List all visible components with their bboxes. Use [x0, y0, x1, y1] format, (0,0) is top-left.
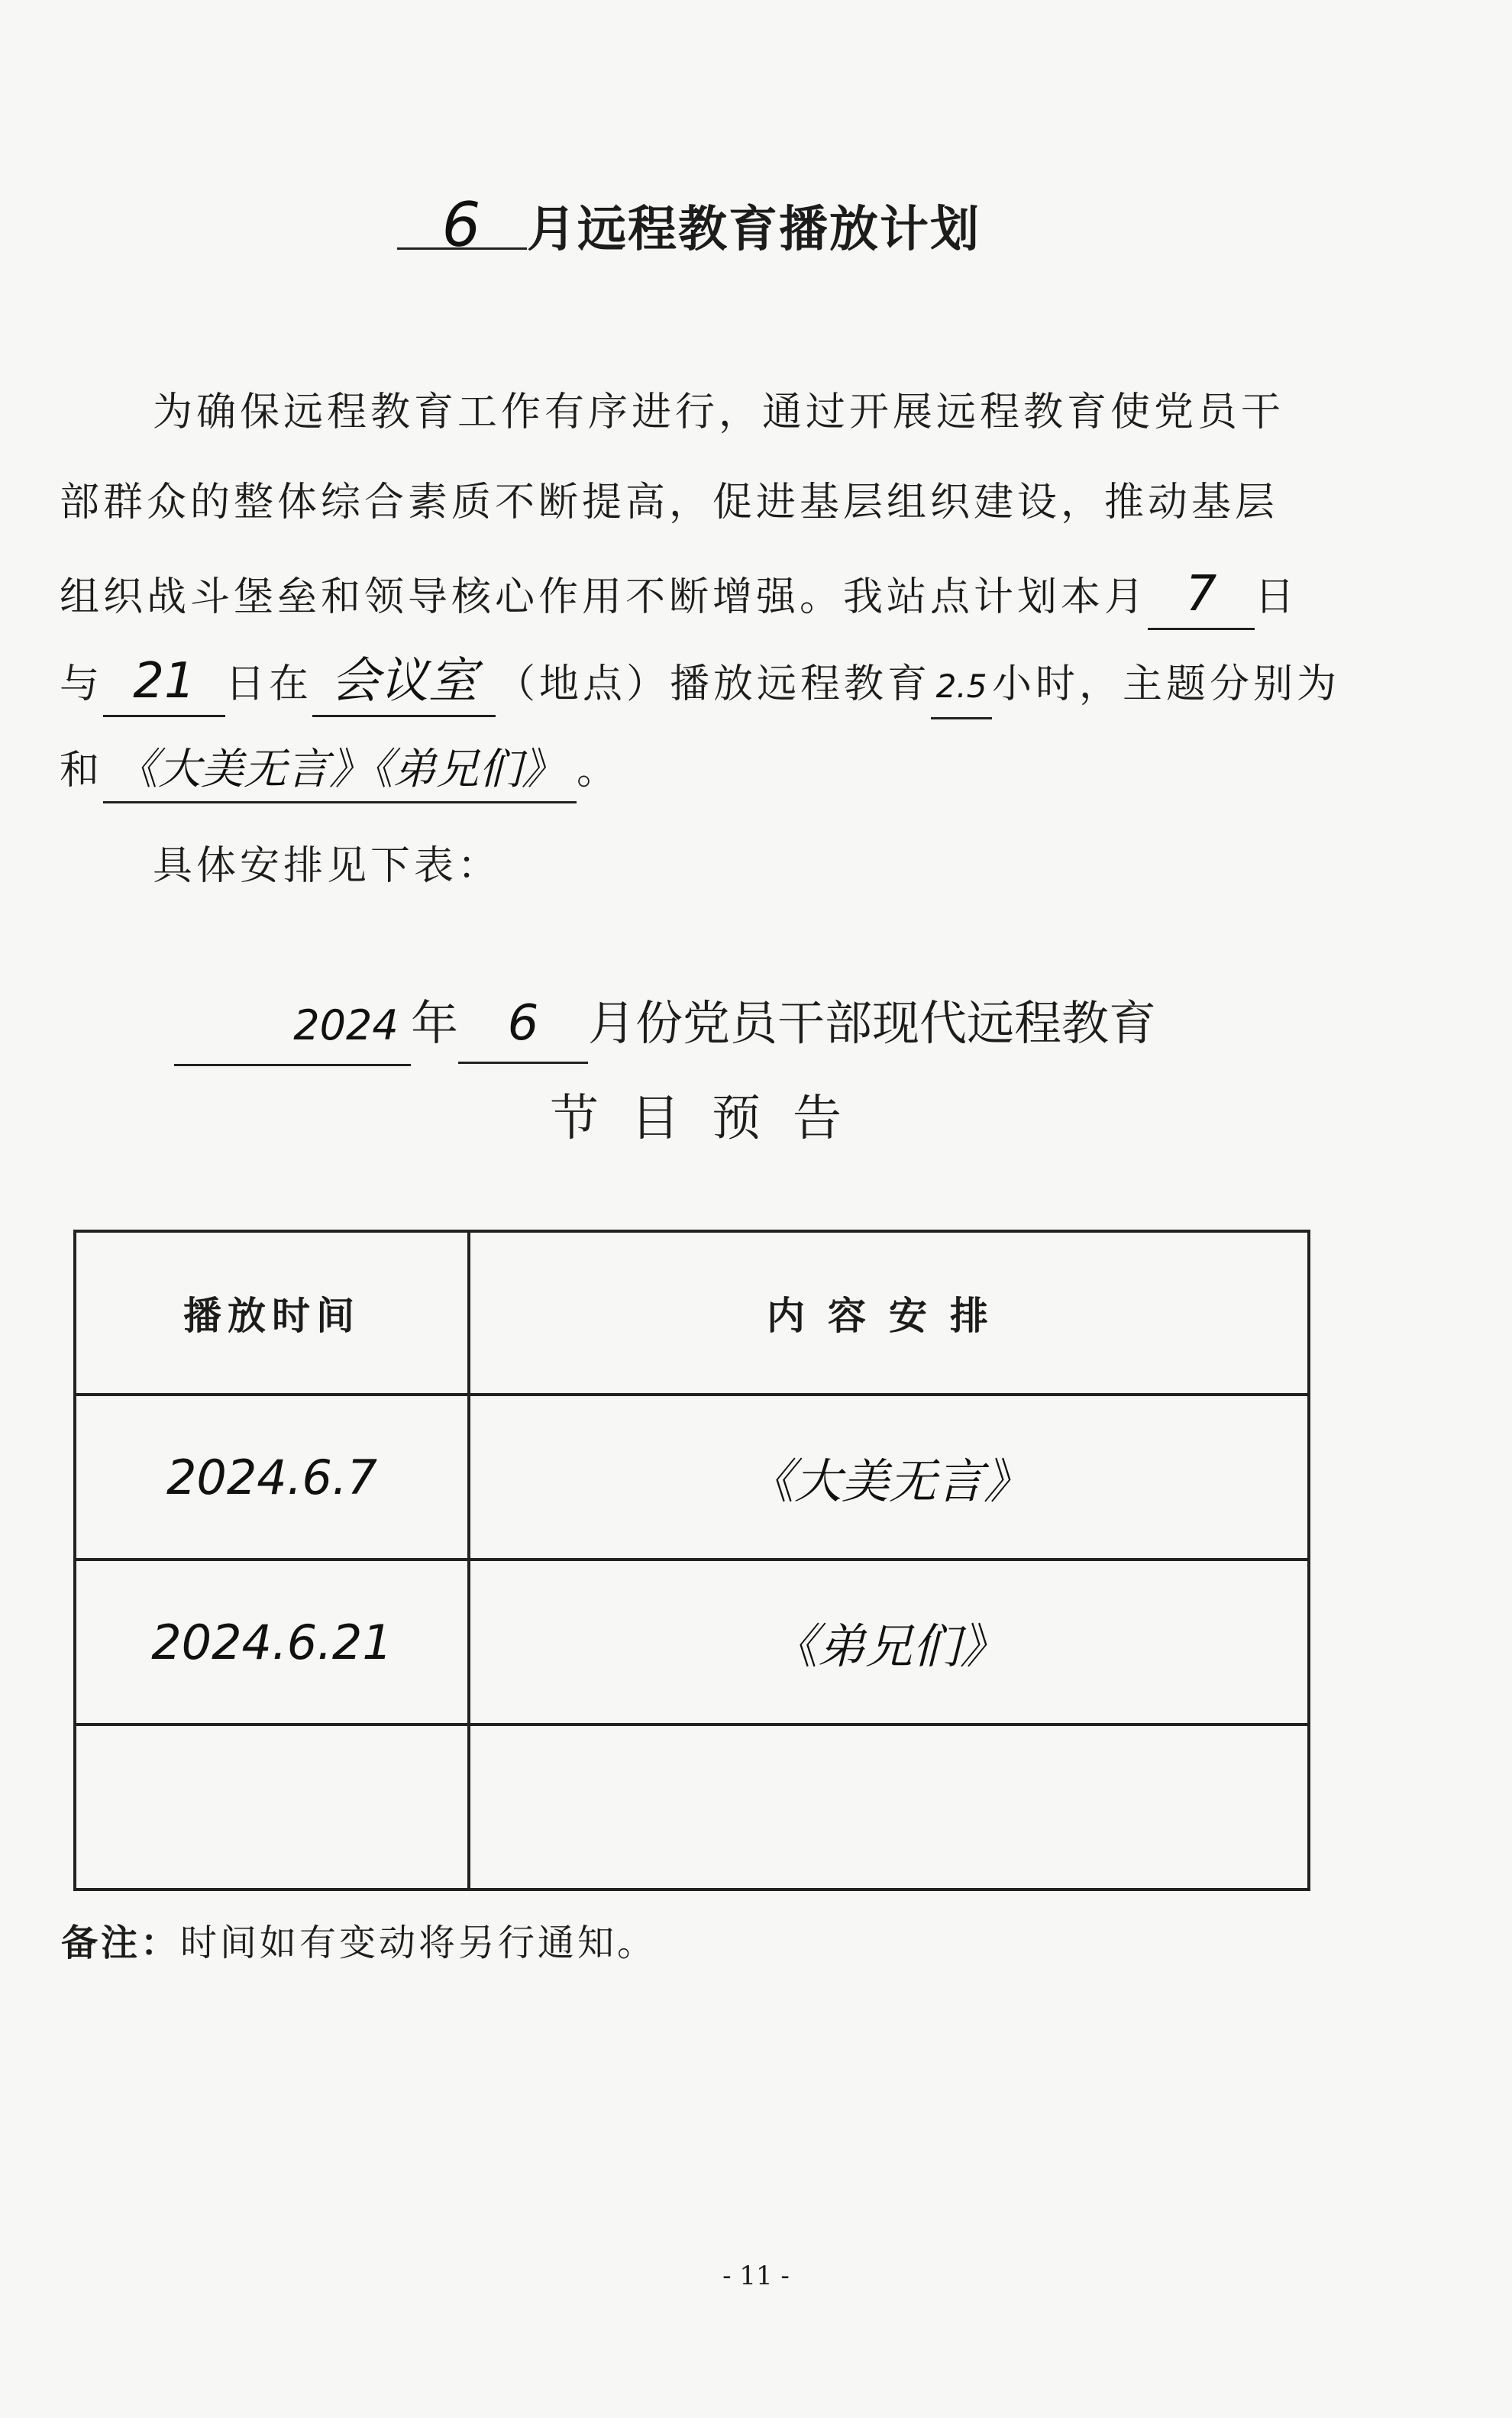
- header-content: 内容安排: [469, 1231, 1309, 1395]
- row-content-value: 《大美无言》: [746, 1453, 1031, 1509]
- paragraph-line-4: [60, 651, 1341, 712]
- paragraph-line-3-end: 日: [1255, 574, 1299, 620]
- topics-blank: [103, 739, 577, 803]
- day2-value: 21: [133, 653, 195, 710]
- schedule-table: [73, 1230, 1310, 1891]
- title-month-blank: [397, 189, 527, 260]
- row-time-value: 2024.6.7: [166, 1449, 378, 1505]
- row-content: [469, 1395, 1309, 1560]
- table-row: [75, 1725, 1309, 1889]
- hours-value: 2.5: [935, 668, 987, 705]
- paragraph-line-5-b: 。: [577, 748, 621, 794]
- notice-title: [174, 985, 1243, 1062]
- hours-blank: [931, 654, 992, 719]
- page-number: - 11 -: [722, 2261, 790, 2291]
- note-label: 备注：: [61, 1922, 181, 1964]
- day2-blank: [103, 651, 225, 717]
- row-content: [469, 1560, 1309, 1725]
- title-text: 月远程教育播放计划: [527, 201, 981, 258]
- notice-title-rest: 月份党员干部现代远程教育: [588, 995, 1157, 1051]
- location-blank: [312, 651, 496, 717]
- title-month: 6: [441, 189, 483, 260]
- notice-year-suffix: 年: [411, 995, 459, 1051]
- notice-year-blank: [174, 985, 411, 1066]
- notice-subtitle: 节目预告: [550, 1091, 874, 1147]
- paragraph-line-4-a: 与: [60, 661, 104, 707]
- paragraph-line-3: [60, 564, 1327, 625]
- day1-blank: [1148, 564, 1255, 630]
- row-time: [75, 1395, 469, 1560]
- table-row: [75, 1560, 1309, 1725]
- note: [61, 1912, 1054, 1974]
- location-value: 会议室: [331, 653, 478, 710]
- table-header-row: [75, 1231, 1309, 1395]
- paragraph-line-3-text: 组织战斗堡垒和领导核心作用不断增强。我站点计划本月: [60, 574, 1149, 620]
- paragraph-line-5: [60, 739, 1327, 800]
- row-time: [75, 1725, 469, 1889]
- notice-month-blank: [458, 985, 588, 1064]
- paragraph-line-6: 具体安排见下表：: [153, 843, 502, 889]
- row-content: [469, 1725, 1309, 1889]
- note-text: 时间如有变动将另行通知。: [180, 1922, 657, 1964]
- paragraph-line-4-b: 日在: [225, 661, 313, 707]
- header-time: 播放时间: [75, 1231, 469, 1395]
- paragraph-line-1: 为确保远程教育工作有序进行，通过开展远程教育使党员干: [153, 390, 1285, 435]
- notice-month: 6: [507, 995, 539, 1052]
- row-time: [75, 1560, 469, 1725]
- paragraph-line-4-c: （地点）播放远程教育: [496, 661, 932, 707]
- plan-title: [397, 189, 1161, 266]
- topics-value: 《大美无言》《弟兄们》: [115, 745, 565, 794]
- day1-value: 7: [1185, 566, 1217, 622]
- row-time-value: 2024.6.21: [151, 1614, 393, 1670]
- table-row: [75, 1395, 1309, 1560]
- paragraph-line-5-a: 和: [60, 748, 104, 794]
- paragraph-line-2: 部群众的整体综合素质不断提高，促进基层组织建设，推动基层: [60, 480, 1279, 525]
- row-content-value: 《弟兄们》: [770, 1618, 1007, 1674]
- notice-year: 2024: [293, 1001, 399, 1049]
- paragraph-line-4-d: 小时，主题分别为: [992, 661, 1341, 707]
